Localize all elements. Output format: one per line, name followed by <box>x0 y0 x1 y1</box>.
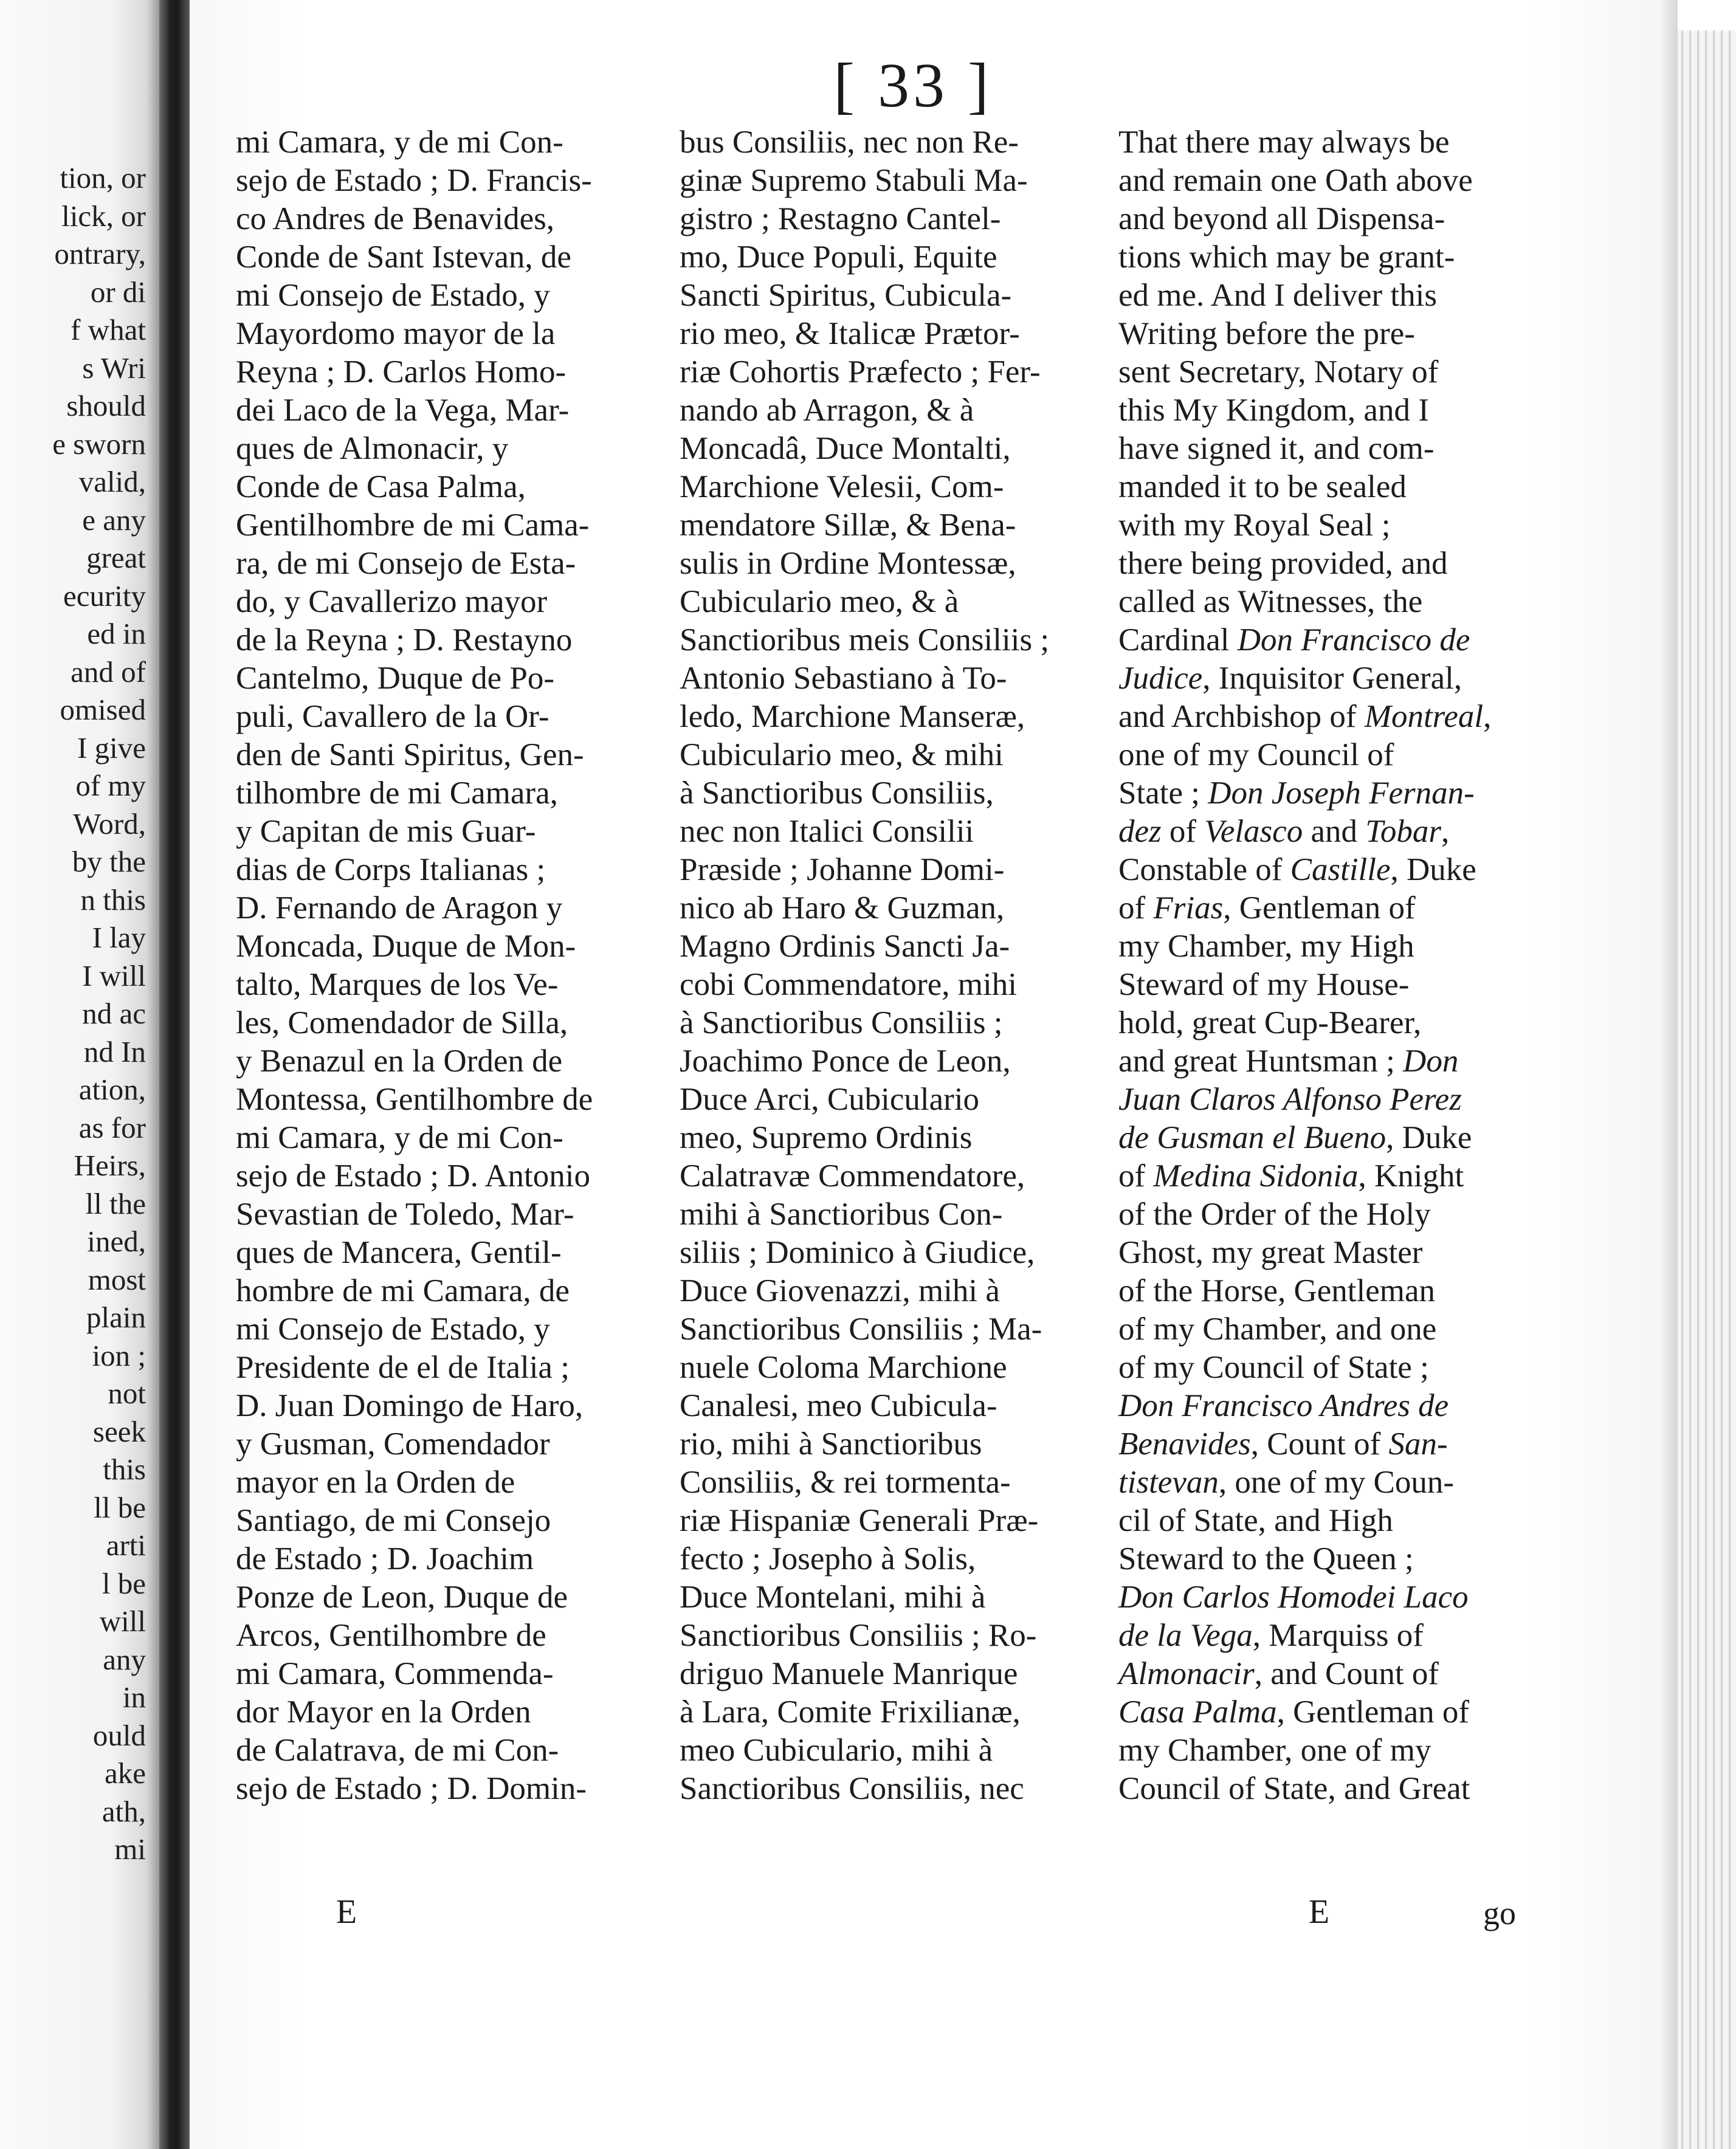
facing-page-line: of my <box>75 769 146 802</box>
text-run: manded it to be sealed <box>1118 469 1407 504</box>
column-1-line: Sevastian de Toledo, Mar- <box>236 1197 574 1232</box>
column-2-line: Marchione Velesii, Com- <box>680 469 1004 504</box>
column-1-line: sejo de Estado ; D. Domin- <box>236 1771 587 1806</box>
column-2-line: nico ab Haro & Guzman, <box>680 890 1005 926</box>
column-2-line: Duce Giovenazzi, mihi à <box>680 1273 1000 1308</box>
column-1-line: Conde de Sant Istevan, de <box>236 239 571 275</box>
column-3-line <box>1118 774 1550 813</box>
column-2-line: meo, Supremo Ordinis <box>680 1120 973 1155</box>
text-run: Constable of <box>1118 852 1290 887</box>
column-2-line: Magno Ordinis Sancti Ja- <box>680 929 1010 964</box>
facing-page-text <box>0 159 146 1869</box>
column-1-line: Conde de Casa Palma, <box>236 469 526 504</box>
column-1-line: Cantelmo, Duque de Po- <box>236 661 555 696</box>
text-run: , Duke <box>1386 1120 1472 1155</box>
italic-text-run: Casa Palma <box>1118 1694 1277 1730</box>
facing-page-line: arti <box>106 1528 146 1562</box>
facing-page-line: ll be <box>94 1490 146 1524</box>
column-2-line: ginæ Supremo Stabuli Ma- <box>680 163 1028 198</box>
italic-text-run: San- <box>1388 1426 1448 1462</box>
column-1-line: y Benazul en la Orden de <box>236 1044 563 1079</box>
column-3-line <box>1118 1234 1550 1272</box>
text-run: of <box>1118 890 1154 926</box>
column-3-line <box>1118 851 1550 889</box>
column-2-line: ledo, Marchione Manseræ, <box>680 699 1025 734</box>
column-3-line <box>1118 277 1550 315</box>
text-run: , Gentleman of <box>1276 1694 1470 1730</box>
text-run: , one of my Coun- <box>1218 1465 1455 1500</box>
column-1-line: ques de Mancera, Gentil- <box>236 1235 562 1270</box>
column-3-line <box>1118 1157 1550 1195</box>
facing-page-line: should <box>66 389 146 422</box>
column-3-line <box>1118 545 1550 583</box>
italic-text-run: Benavides <box>1118 1426 1251 1462</box>
column-3-line <box>1118 1693 1550 1731</box>
column-2-line: Duce Arci, Cubiculario <box>680 1082 980 1117</box>
text-run: called as Witnesses, the <box>1118 584 1423 619</box>
column-1-line: sejo de Estado ; D. Antonio <box>236 1158 590 1194</box>
column-3-line <box>1118 889 1550 927</box>
column-3-line <box>1118 1042 1550 1081</box>
column-3-line <box>1118 736 1550 774</box>
facing-page-line: not <box>108 1377 146 1410</box>
column-1-line: den de Santi Spiritus, Gen- <box>236 737 584 772</box>
facing-page-line: great <box>86 541 146 574</box>
column-2-line: à Sanctioribus Consiliis, <box>680 775 994 811</box>
column-3-line <box>1118 315 1550 353</box>
text-run: of my Chamber, and one <box>1118 1312 1437 1347</box>
facing-page-line: by the <box>72 845 146 878</box>
column-3-line <box>1118 1004 1550 1042</box>
column-2-line: Cubiculario meo, & mihi <box>680 737 1004 772</box>
facing-page-line: I lay <box>92 921 146 954</box>
facing-page-line: ation, <box>78 1073 146 1106</box>
facing-page-line: omised <box>60 693 146 726</box>
column-3-line <box>1118 966 1550 1004</box>
facing-page-line: this <box>103 1453 146 1486</box>
facing-page-line: I give <box>77 731 146 765</box>
column-2-line: Præside ; Johanne Domi- <box>680 852 1005 887</box>
facing-page-line: as for <box>78 1110 146 1144</box>
text-run: , Gentleman of <box>1223 890 1416 926</box>
column-1-line: dor Mayor en la Orden <box>236 1694 531 1730</box>
italic-text-run: dez <box>1118 814 1162 849</box>
facing-page-line: tion, or <box>60 161 146 194</box>
text-run: , <box>1441 814 1450 849</box>
text-run: sent Secretary, Notary of <box>1118 354 1439 390</box>
text-run: and <box>1303 814 1366 849</box>
column-2-line: Canalesi, meo Cubicula- <box>680 1388 997 1423</box>
facing-page-line: lick, or <box>61 199 146 233</box>
column-1-line: mi Camara, y de mi Con- <box>236 125 563 160</box>
text-run: Ghost, my great Master <box>1118 1235 1423 1270</box>
column-2-line: Antonio Sebastiano à To- <box>680 661 1007 696</box>
facing-page-line: nd ac <box>82 997 146 1030</box>
column-3-line <box>1118 1349 1550 1387</box>
column-2-line: nuele Coloma Marchione <box>680 1350 1007 1385</box>
column-1-line: puli, Cavallero de la Or- <box>236 699 549 734</box>
facing-page-line: plain <box>86 1301 146 1334</box>
column-3-line <box>1118 1655 1550 1693</box>
column-3-line <box>1118 200 1550 238</box>
column-2-line: riæ Hispaniæ Generali Præ- <box>680 1503 1039 1538</box>
column-3-line <box>1118 506 1550 545</box>
column-2-line: mo, Duce Populi, Equite <box>680 239 997 275</box>
column-3-line <box>1118 1731 1550 1770</box>
column-2-line: à Lara, Comite Frixilianæ, <box>680 1694 1021 1730</box>
column-3-line <box>1118 238 1550 277</box>
column-2-line: Calatravæ Commendatore, <box>680 1158 1025 1194</box>
text-run: That there may always be <box>1118 125 1450 160</box>
facing-page-line: most <box>88 1262 146 1296</box>
column-1-line: mi Consejo de Estado, y <box>236 1312 550 1347</box>
column-1-line: Moncada, Duque de Mon- <box>236 929 576 964</box>
column-3-line <box>1118 1119 1550 1157</box>
text-run: tions which may be grant- <box>1118 239 1455 275</box>
text-column-1 <box>236 123 667 1808</box>
text-run: this My Kingdom, and I <box>1118 393 1429 428</box>
column-2-line: Sancti Spiritus, Cubicula- <box>680 278 1012 313</box>
facing-page-line: ed in <box>87 617 146 650</box>
column-2-line: riæ Cohortis Præfecto ; Fer- <box>680 354 1041 390</box>
column-3-line <box>1118 1617 1550 1655</box>
text-run: and beyond all Dispensa- <box>1118 201 1445 236</box>
signature-mark-left: E <box>336 1893 357 1931</box>
facing-page-line: seek <box>92 1414 146 1448</box>
column-3-line <box>1118 621 1550 659</box>
column-2-line: nec non Italici Consilii <box>680 814 974 849</box>
facing-page-line: l be <box>102 1566 146 1600</box>
italic-text-run: tistevan <box>1118 1465 1219 1500</box>
column-2-line: Duce Montelani, mihi à <box>680 1580 986 1615</box>
text-run: hold, great Cup-Bearer, <box>1118 1005 1422 1040</box>
column-3-line <box>1118 813 1550 851</box>
column-1-line: Santiago, de mi Consejo <box>236 1503 551 1538</box>
column-2-line: bus Consiliis, nec non Re- <box>680 125 1019 160</box>
column-1-line: y Capitan de mis Guar- <box>236 814 536 849</box>
column-2-line: à Sanctioribus Consiliis ; <box>680 1005 1003 1040</box>
column-2-line: Sanctioribus Consiliis ; Ma- <box>680 1312 1042 1347</box>
facing-page-line: ake <box>105 1756 146 1790</box>
column-3-line <box>1118 1425 1550 1463</box>
column-2-line: Sanctioribus meis Consiliis ; <box>680 622 1050 658</box>
facing-page-line: valid, <box>78 465 146 498</box>
column-1-line: Presidente de el de Italia ; <box>236 1350 570 1385</box>
column-2-line: cobi Commendatore, mihi <box>680 967 1017 1002</box>
column-3-line <box>1118 698 1550 736</box>
facing-page-line: Heirs, <box>74 1149 146 1182</box>
text-run: my Chamber, one of my <box>1118 1733 1431 1768</box>
column-1-line: de la Reyna ; D. Restayno <box>236 622 573 658</box>
column-3-line <box>1118 1310 1550 1349</box>
facing-page-line: in <box>122 1680 146 1714</box>
facing-page-line: e any <box>82 503 146 537</box>
column-1-line: D. Juan Domingo de Haro, <box>236 1388 584 1423</box>
column-2-line: siliis ; Dominico à Giudice, <box>680 1235 1035 1270</box>
facing-page-line: I will <box>82 958 146 992</box>
italic-text-run: de Gusman el Bueno <box>1118 1120 1386 1155</box>
column-3-line <box>1118 1081 1550 1119</box>
text-run: Steward to the Queen ; <box>1118 1541 1414 1577</box>
text-run: and great Huntsman ; <box>1118 1044 1404 1079</box>
facing-page-line: n this <box>80 882 146 916</box>
column-3-line <box>1118 1540 1550 1578</box>
text-column-3 <box>1118 123 1550 1808</box>
column-2-line: nando ab Arragon, & à <box>680 393 974 428</box>
column-1-line: D. Fernando de Aragon y <box>236 890 563 926</box>
column-3-line <box>1118 1463 1550 1502</box>
facing-page-line: Word, <box>73 806 146 841</box>
facing-page-line: f what <box>71 313 146 346</box>
column-3-line <box>1118 1387 1550 1425</box>
column-1-line: de Calatrava, de mi Con- <box>236 1733 559 1768</box>
column-1-line: mayor en la Orden de <box>236 1465 515 1500</box>
column-1-line: mi Camara, Commenda- <box>236 1656 554 1691</box>
column-2-line: gistro ; Restagno Cantel- <box>680 201 1001 236</box>
text-run: there being provided, and <box>1118 546 1448 581</box>
column-3-line <box>1118 353 1550 391</box>
column-3-line <box>1118 430 1550 468</box>
column-1-line: de Estado ; D. Joachim <box>236 1541 534 1577</box>
italic-text-run: Almonacir <box>1118 1656 1255 1691</box>
facing-page-line: mi <box>114 1832 146 1866</box>
column-3-line <box>1118 123 1550 162</box>
italic-text-run: de la Vega <box>1118 1618 1253 1653</box>
facing-page-line: e sworn <box>52 427 146 461</box>
text-run: ed me. And I deliver this <box>1118 278 1437 313</box>
facing-page-line: or di <box>90 275 146 309</box>
facing-page-line: ontrary, <box>54 237 146 270</box>
text-run: , Count of <box>1250 1426 1389 1462</box>
italic-text-run: Velasco <box>1204 814 1303 849</box>
text-run: Writing before the pre- <box>1118 316 1415 351</box>
column-1-line: Arcos, Gentilhombre de <box>236 1618 546 1653</box>
text-run: Cardinal <box>1118 622 1238 658</box>
column-3-line <box>1118 1272 1550 1310</box>
column-3-line <box>1118 468 1550 506</box>
column-1-line: dias de Corps Italianas ; <box>236 852 546 887</box>
text-run: one of my Council of <box>1118 737 1394 772</box>
column-1-line: tilhombre de mi Camara, <box>236 775 558 811</box>
column-1-line: Reyna ; D. Carlos Homo- <box>236 354 567 390</box>
text-run: , Duke <box>1390 852 1476 887</box>
text-run: , Marquiss of <box>1252 1618 1424 1653</box>
text-run: of <box>1118 1158 1154 1194</box>
column-3-line <box>1118 1578 1550 1617</box>
facing-page-fragment <box>0 0 159 2149</box>
column-1-line: co Andres de Benavides, <box>236 201 554 236</box>
column-2-line: rio, mihi à Sanctioribus <box>680 1426 982 1462</box>
column-2-line: rio meo, & Italicæ Prætor- <box>680 316 1020 351</box>
column-2-line: Moncadâ, Duce Montalti, <box>680 431 1011 466</box>
text-run: , Knight <box>1358 1158 1464 1194</box>
column-3-line <box>1118 162 1550 200</box>
facing-page-line: will <box>99 1604 146 1638</box>
facing-page-line: s Wri <box>82 351 146 385</box>
catchword: go <box>1483 1895 1516 1931</box>
column-2-line: mendatore Sillæ, & Bena- <box>680 507 1016 543</box>
text-run: , Inquisitor General, <box>1202 661 1462 696</box>
column-1-line: Mayordomo mayor de la <box>236 316 556 351</box>
column-1-line: les, Comendador de Silla, <box>236 1005 568 1040</box>
facing-page-line: ll the <box>85 1186 146 1220</box>
column-2-line: Consiliis, & rei tormenta- <box>680 1465 1011 1500</box>
column-3-line <box>1118 1502 1550 1540</box>
text-run: Steward of my House- <box>1118 967 1410 1002</box>
italic-text-run: Frias <box>1153 890 1224 926</box>
page-edge-shadow <box>1659 0 1678 2149</box>
column-1-line: Montessa, Gentilhombre de <box>236 1082 593 1117</box>
column-1-line: ques de Almonacir, y <box>236 431 509 466</box>
facing-page-line: any <box>103 1642 146 1676</box>
text-run: cil of State, and High <box>1118 1503 1393 1538</box>
text-run: and remain one Oath above <box>1118 163 1473 198</box>
column-1-line: Ponze de Leon, Duque de <box>236 1580 568 1615</box>
text-run: of the Horse, Gentleman <box>1118 1273 1435 1308</box>
column-1-line: sejo de Estado ; D. Francis- <box>236 163 592 198</box>
facing-page-line: ecurity <box>63 579 146 613</box>
facing-page-line: ined, <box>87 1225 146 1258</box>
text-run: have signed it, and com- <box>1118 431 1435 466</box>
column-1-line: talto, Marques de los Ve- <box>236 967 559 1002</box>
column-3-line <box>1118 659 1550 698</box>
text-run: , <box>1483 699 1492 734</box>
column-2-line: Joachimo Ponce de Leon, <box>680 1044 1011 1079</box>
italic-text-run: Don Francisco de <box>1237 622 1470 658</box>
column-2-line: driguo Manuele Manrique <box>680 1656 1018 1691</box>
column-2-line: Sanctioribus Consiliis, nec <box>680 1771 1024 1806</box>
column-2-line: Sanctioribus Consiliis ; Ro- <box>680 1618 1037 1653</box>
facing-page-line: ion ; <box>92 1338 146 1372</box>
column-1-line: Gentilhombre de mi Cama- <box>236 507 590 543</box>
text-run: of the Order of the Holy <box>1118 1197 1431 1232</box>
text-run: State ; <box>1118 775 1208 811</box>
column-3-line <box>1118 1195 1550 1234</box>
column-3-line <box>1118 1770 1550 1808</box>
column-3-line <box>1118 583 1550 621</box>
italic-text-run: Don Francisco Andres de <box>1118 1388 1449 1423</box>
column-1-line: do, y Cavallerizo mayor <box>236 584 548 619</box>
italic-text-run: Don Carlos Homodei Laco <box>1118 1580 1469 1615</box>
book-gutter <box>159 0 190 2149</box>
column-2-line: Cubiculario meo, & à <box>680 584 959 619</box>
italic-text-run: Tobar <box>1365 814 1441 849</box>
facing-page-line: nd In <box>83 1034 146 1068</box>
text-run: my Chamber, my High <box>1118 929 1414 964</box>
column-1-line: dei Laco de la Vega, Mar- <box>236 393 570 428</box>
text-run: of my Council of State ; <box>1118 1350 1429 1385</box>
italic-text-run: Judice <box>1118 661 1203 696</box>
text-run: Council of State, and Great <box>1118 1771 1470 1806</box>
column-1-line: ra, de mi Consejo de Esta- <box>236 546 576 581</box>
column-2-line: sulis in Ordine Montessæ, <box>680 546 1016 581</box>
facing-page-line: ould <box>92 1718 146 1752</box>
text-run: of <box>1161 814 1205 849</box>
italic-text-run: Castille <box>1290 852 1391 887</box>
column-2-line: fecto ; Josepho à Solis, <box>680 1541 976 1577</box>
column-1-line: y Gusman, Comendador <box>236 1426 550 1462</box>
text-run: and Archbishop of <box>1118 699 1365 734</box>
column-2-line: meo Cubiculario, mihi à <box>680 1733 993 1768</box>
facing-page-line: and of <box>71 655 146 689</box>
italic-text-run: Juan Claros Alfonso Perez <box>1118 1082 1462 1117</box>
italic-text-run: Montreal <box>1364 699 1484 734</box>
text-run: with my Royal Seal ; <box>1118 507 1391 543</box>
facing-page-line: ath, <box>102 1794 146 1828</box>
column-3-line <box>1118 391 1550 430</box>
book-page-edges <box>1678 30 1736 2149</box>
page-number: [ 33 ] <box>833 50 993 120</box>
column-1-line: mi Camara, y de mi Con- <box>236 1120 563 1155</box>
column-1-line: hombre de mi Camara, de <box>236 1273 570 1308</box>
signature-mark-right: E <box>1308 1893 1330 1931</box>
text-column-2 <box>680 123 1099 1808</box>
column-2-line: mihi à Sanctioribus Con- <box>680 1197 1003 1232</box>
italic-text-run: Don Joseph Fernan- <box>1208 775 1475 811</box>
column-1-line: mi Consejo de Estado, y <box>236 278 550 313</box>
text-run: , and Count of <box>1254 1656 1439 1691</box>
italic-text-run: Medina Sidonia <box>1153 1158 1359 1194</box>
column-3-line <box>1118 927 1550 966</box>
italic-text-run: Don <box>1403 1044 1459 1079</box>
